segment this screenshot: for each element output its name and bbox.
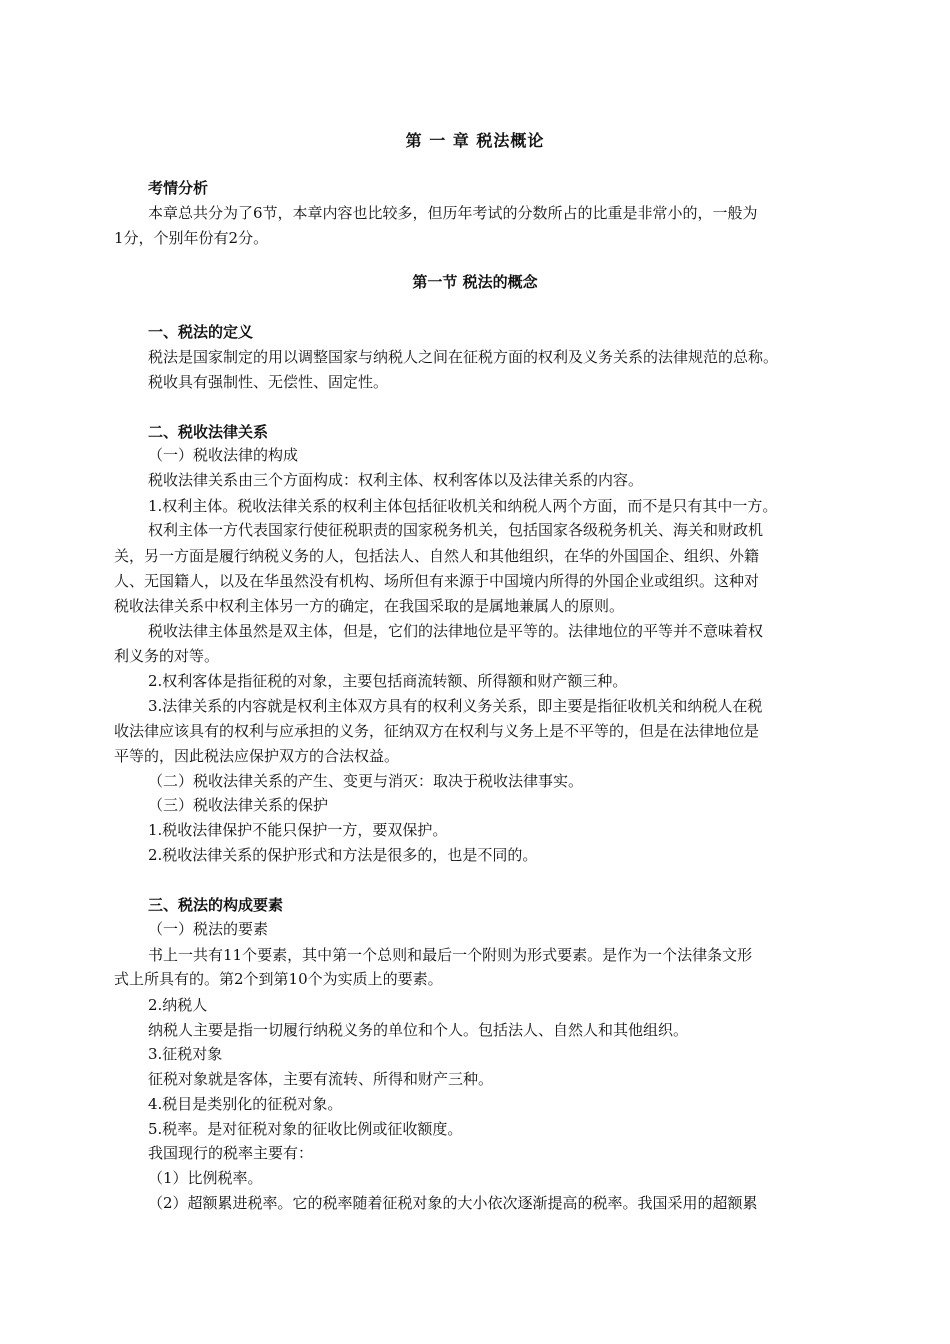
heading-tax-law-elements: 三、税法的构成要素 [148,896,284,914]
subheading: （二）税收法律关系的产生、变更与消灭：取决于税收法律事实。 [148,772,584,790]
list-item: （2）超额累进税率。它的税率随着征税对象的大小依次逐渐提高的税率。我国采用的超额累 [148,1194,758,1212]
paragraph-line: 2.权利客体是指征税的对象，主要包括商流转额、所得额和财产额三种。 [148,672,628,690]
section-title: 第一节 税法的概念 [412,273,538,291]
heading-tax-legal-relationship: 二、税收法律关系 [148,423,269,441]
list-item: 5.税率。是对征税对象的征收比例或征收额度。 [148,1120,463,1138]
paragraph-line: 2.税收法律关系的保护形式和方法是很多的，也是不同的。 [148,846,538,864]
paragraph-line: 税收法律主体虽然是双主体，但是，它们的法律地位是平等的。法律地位的平等并不意味着权 [148,622,764,640]
paragraph-line: 利义务的对等。 [114,647,220,665]
paragraph-line: 平等的，因此税法应保护双方的合法权益。 [114,747,400,765]
list-item: 2.纳税人 [148,996,208,1014]
subheading: （三）税收法律关系的保护 [148,796,329,814]
paragraph-line: 1分，个别年份有2分。 [114,229,269,247]
paragraph-line: 1.税收法律保护不能只保护一方，要双保护。 [148,821,448,839]
paragraph-line: 1.权利主体。税收法律关系的权利主体包括征收机关和纳税人两个方面，而不是只有其中一方。 [148,497,778,515]
paragraph-line: 人、无国籍人，以及在华虽然没有机构、场所但有来源于中国境内所得的外国企业或组织。这种对 [114,572,760,590]
subheading: （一）税收法律的构成 [148,446,299,464]
heading-tax-law-definition: 一、税法的定义 [148,323,254,341]
paragraph-line: 权利主体一方代表国家行使征税职责的国家税务机关，包括国家各级税务机关、海关和财政机 [148,521,764,539]
subheading: （一）税法的要素 [148,920,269,938]
paragraph-line: 征税对象就是客体，主要有流转、所得和财产三种。 [148,1070,494,1088]
heading-exam-analysis: 考情分析 [148,179,209,197]
paragraph-line: 税收法律关系由三个方面构成：权利主体、权利客体以及法律关系的内容。 [148,471,644,489]
list-item: 3.征税对象 [148,1045,223,1063]
paragraph-line: 关，另一方面是履行纳税义务的人，包括法人、自然人和其他组织，在华的外国国企、组织、外籍 [114,547,760,565]
paragraph-line: 收法律应该具有的权利与应承担的义务，征纳双方在权利与义务上是不平等的，但是在法律地位是 [114,722,760,740]
paragraph-line: 本章总共分为了6节，本章内容也比较多，但历年考试的分数所占的比重是非常小的，一般为 [148,204,758,222]
paragraph-line: 书上一共有11个要素，其中第一个总则和最后一个附则为形式要素。是作为一个法律条文形 [148,946,753,964]
paragraph-line: 我国现行的税率主要有： [148,1144,314,1162]
paragraph-line: 3.法律关系的内容就是权利主体双方具有的权利义务关系，即主要是指征收机关和纳税人在税 [148,697,763,715]
paragraph-line: 税收法律关系中权利主体另一方的确定，在我国采取的是属地兼属人的原则。 [114,597,625,615]
paragraph-line: 税法是国家制定的用以调整国家与纳税人之间在征税方面的权利及义务关系的法律规范的总称。 [148,348,779,366]
chapter-title: 第 一 章 税法概论 [405,131,545,150]
paragraph-line: 纳税人主要是指一切履行纳税义务的单位和个人。包括法人、自然人和其他组织。 [148,1021,689,1039]
paragraph-line: 式上所具有的。第2个到第10个为实质上的要素。 [114,970,443,988]
list-item: （1）比例税率。 [148,1169,263,1187]
paragraph-line: 税收具有强制性、无偿性、固定性。 [148,373,389,391]
list-item: 4.税目是类别化的征税对象。 [148,1095,343,1113]
